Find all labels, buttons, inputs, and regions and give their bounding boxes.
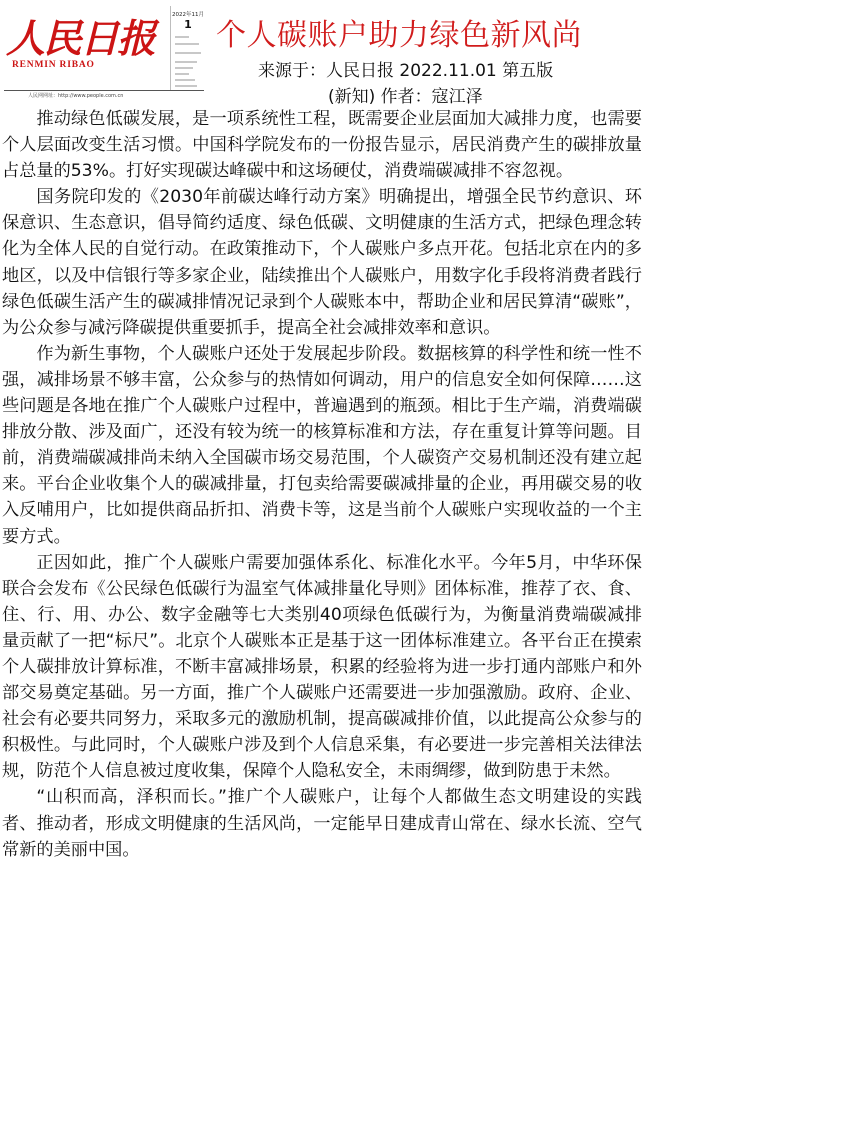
article-paragraph: 作为新生事物，个人碳账户还处于发展起步阶段。数据核算的科学性和统一性不强，减排场景不够丰富，公众参与的热情如何调动，用户的信息安全如何保障……这些问题是各地在推广个人碳账户过程中，普遍遇到的瓶颈。相比于生产端，消费端碳排放分散、涉及面广，还没有较为统一的核算标准和方法，存在重复计算等问题。目前，消费端碳减排尚未纳入全国碳市场交易范围，个人碳资产交易机制还没有建立起来。平台企业收集个人的碳减排量，打包卖给需要碳减排量的企业，再用碳交易的收入反哺用户，比如提供商品折扣、消费卡等，这是当前个人碳账户实现收益的一个主要方式。	[2, 343, 642, 547]
edition-detail-line	[175, 43, 199, 45]
edition-detail-line	[175, 67, 193, 69]
edition-detail-line	[175, 79, 195, 81]
article-paragraph: 国务院印发的《2030年前碳达峰行动方案》明确提出，增强全民节约意识、环保意识、生态意识，倡导简约适度、绿色低碳、文明健康的生活方式，把绿色理念转化为全体人民的自觉行动。在政策推动下，个人碳账户多点开花。包括北京在内的多地区，以及中信银行等多家企业，陆续推出个人碳账户，用数字化手段将消费者践行绿色低碳生活产生的碳减排情况记录到个人碳账本中，帮助企业和居民算清“碳账”，为公众参与减污降碳提供重要抓手，提高全社会减排效率和意识。	[2, 187, 642, 338]
article-author: (新知) 作者：寇江泽	[328, 87, 483, 107]
newspaper-masthead	[4, 4, 204, 99]
logo-pinyin: RENMIN RIBAO	[12, 60, 95, 70]
edition-date: 2022年11月	[172, 12, 204, 18]
masthead-divider	[4, 90, 204, 91]
article-source: 来源于：人民日报 2022.11.01 第五版	[258, 61, 554, 81]
edition-detail-line	[175, 85, 197, 87]
edition-detail-line	[175, 61, 197, 63]
edition-detail-line	[175, 36, 189, 38]
edition-number: 1	[184, 18, 192, 31]
edition-box	[170, 6, 205, 90]
article-headline: 个人碳账户助力绿色新风尚	[216, 18, 582, 53]
newspaper-logo	[4, 4, 172, 84]
article-paragraph: 正因如此，推广个人碳账户需要加强体系化、标准化水平。今年5月，中华环保联合会发布《公民绿色低碳行为温室气体减排量化导则》团体标准，推荐了衣、食、住、行、用、办公、数字金融等七大类别40项绿色低碳行为，为衡量消费端碳减排量贡献了一把“标尺”。北京个人碳账本正是基于这一团体标准建立。各平台正在摸索个人碳排放计算标准，不断丰富减排场景，积累的经验将为进一步打通内部账户和外部交易奠定基础。另一方面，推广个人碳账户还需要进一步加强激励。政府、企业、社会有必要共同努力，采取多元的激励机制，提高碳减排价值，以此提高公众参与的积极性。与此同时，个人碳账户涉及到个人信息采集，有必要进一步完善相关法律法规，防范个人信息被过度收集，保障个人隐私安全，未雨绸缪，做到防患于未然。	[2, 552, 642, 782]
logo-text: 人民日报	[6, 16, 155, 62]
article-body	[2, 106, 642, 863]
edition-detail-line	[175, 73, 189, 75]
masthead-website: 人民网网址：http://www.people.com.cn	[28, 93, 124, 99]
article-paragraph: “山积而高，泽积而长。”推广个人碳账户，让每个人都做生态文明建设的实践者、推动者，形成文明健康的生活风尚，一定能早日建成青山常在、绿水长流、空气常新的美丽中国。	[2, 787, 642, 860]
article-paragraph: 推动绿色低碳发展，是一项系统性工程，既需要企业层面加大减排力度，也需要个人层面改变生活习惯。中国科学院发布的一份报告显示，居民消费产生的碳排放量占总量的53%。打好实现碳达峰碳中和这场硬仗，消费端碳减排不容忽视。	[2, 109, 642, 182]
edition-detail-line	[175, 52, 201, 54]
